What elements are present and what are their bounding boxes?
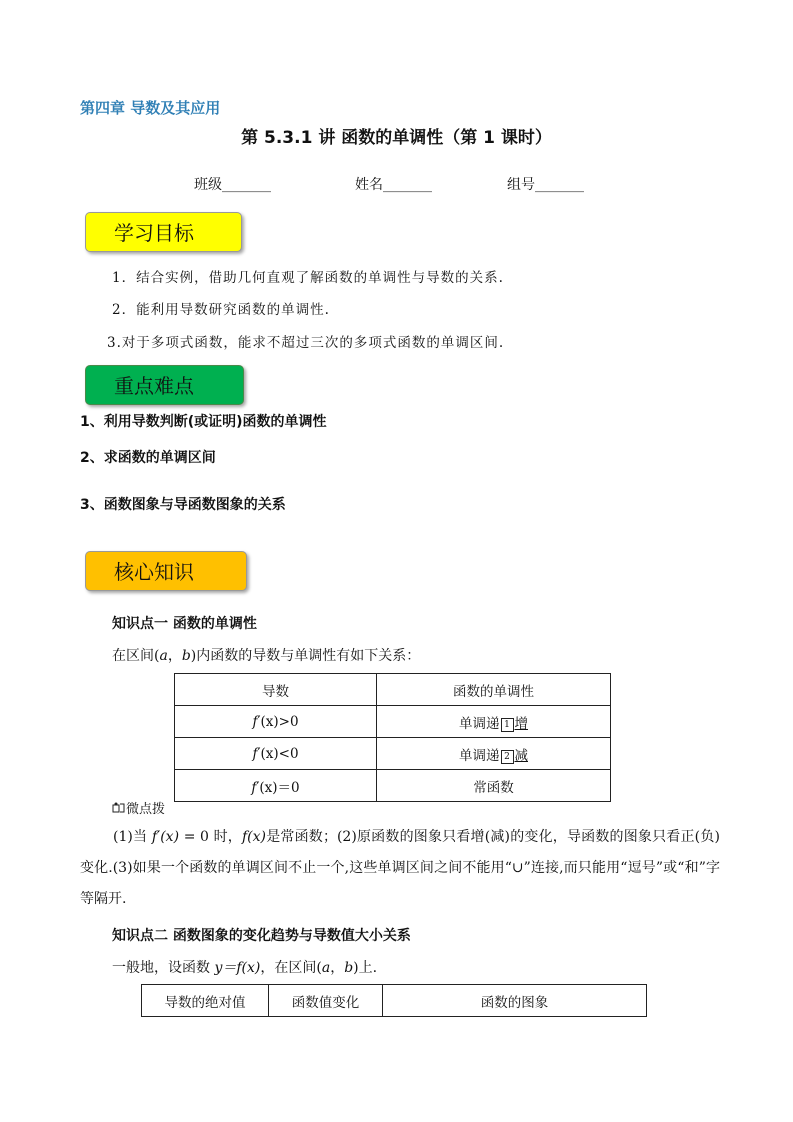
table-row bbox=[175, 770, 611, 802]
table-cell-derivative: f′(x)＝0 bbox=[175, 770, 377, 802]
kp2-intro: 一般地，设函数 y＝f(x)，在区间(a，b)上. bbox=[112, 960, 378, 976]
monotonicity-table bbox=[174, 673, 611, 802]
key-item-3: 3、函数图象与导函数图象的关系 bbox=[80, 497, 286, 513]
tip-label: 微点拨 bbox=[126, 802, 166, 817]
page-title: 第 5.3.1 讲 函数的单调性（第 1 课时） bbox=[241, 128, 552, 148]
blank-number-box: 2 bbox=[501, 750, 514, 764]
kp1-intro: 在区间(a，b)内函数的导数与单调性有如下关系： bbox=[112, 648, 421, 664]
goal-item-1: 1．结合实例，借助几何直观了解函数的单调性与导数的关系. bbox=[112, 270, 504, 286]
table-cell-monotonicity: 常函数 bbox=[377, 770, 611, 802]
tip-icon bbox=[112, 802, 126, 814]
goal-item-3: 3.对于多项式函数，能求不超过三次的多项式函数的单调区间. bbox=[107, 335, 505, 351]
table-row bbox=[175, 738, 611, 770]
table-cell-derivative: f′(x)<0 bbox=[175, 738, 377, 770]
tip-header bbox=[112, 798, 165, 817]
goals-section-badge: 学习目标 bbox=[85, 212, 242, 252]
table-header-cell: 函数值变化 bbox=[269, 985, 383, 1017]
tip-note: (1)当 f′(x) = 0 时，f(x)是常函数；(2)原函数的图象只看增(减)的变化，导函数的图象只看正(负)变化.(3)如果一个函数的单调区间不止一个,这些单调区间之间不能用“∪”连接,而只能用“逗号”或“和”字等隔开. bbox=[80, 829, 720, 907]
key-item-1: 1、利用导数判断(或证明)函数的单调性 bbox=[80, 414, 327, 430]
table-header-row bbox=[142, 985, 647, 1017]
table-header-cell: 导数的绝对值 bbox=[142, 985, 269, 1017]
class-field: 班级_______ bbox=[194, 177, 271, 193]
kp2-title: 知识点二 函数图象的变化趋势与导数值大小关系 bbox=[112, 928, 411, 944]
table-cell-monotonicity: 单调递 1 增 bbox=[377, 706, 611, 738]
chapter-heading: 第四章 导数及其应用 bbox=[80, 99, 221, 117]
name-field: 姓名_______ bbox=[355, 177, 432, 193]
table-header-cell: 导数 bbox=[175, 674, 377, 706]
table-header-cell: 函数的单调性 bbox=[377, 674, 611, 706]
key-item-2: 2、求函数的单调区间 bbox=[80, 450, 216, 466]
keys-section-badge: 重点难点 bbox=[85, 365, 244, 405]
kp1-title: 知识点一 函数的单调性 bbox=[112, 616, 257, 632]
core-section-badge: 核心知识 bbox=[85, 551, 247, 591]
group-field: 组号_______ bbox=[507, 177, 584, 193]
table-header-row bbox=[175, 674, 611, 706]
trend-table bbox=[141, 984, 647, 1017]
table-cell-derivative: f′(x)>0 bbox=[175, 706, 377, 738]
table-cell-monotonicity: 单调递 2 减 bbox=[377, 738, 611, 770]
table-row bbox=[175, 706, 611, 738]
table-header-cell: 函数的图象 bbox=[383, 985, 647, 1017]
blank-number-box: 1 bbox=[501, 718, 514, 732]
goal-item-2: 2．能利用导数研究函数的单调性. bbox=[112, 302, 330, 318]
